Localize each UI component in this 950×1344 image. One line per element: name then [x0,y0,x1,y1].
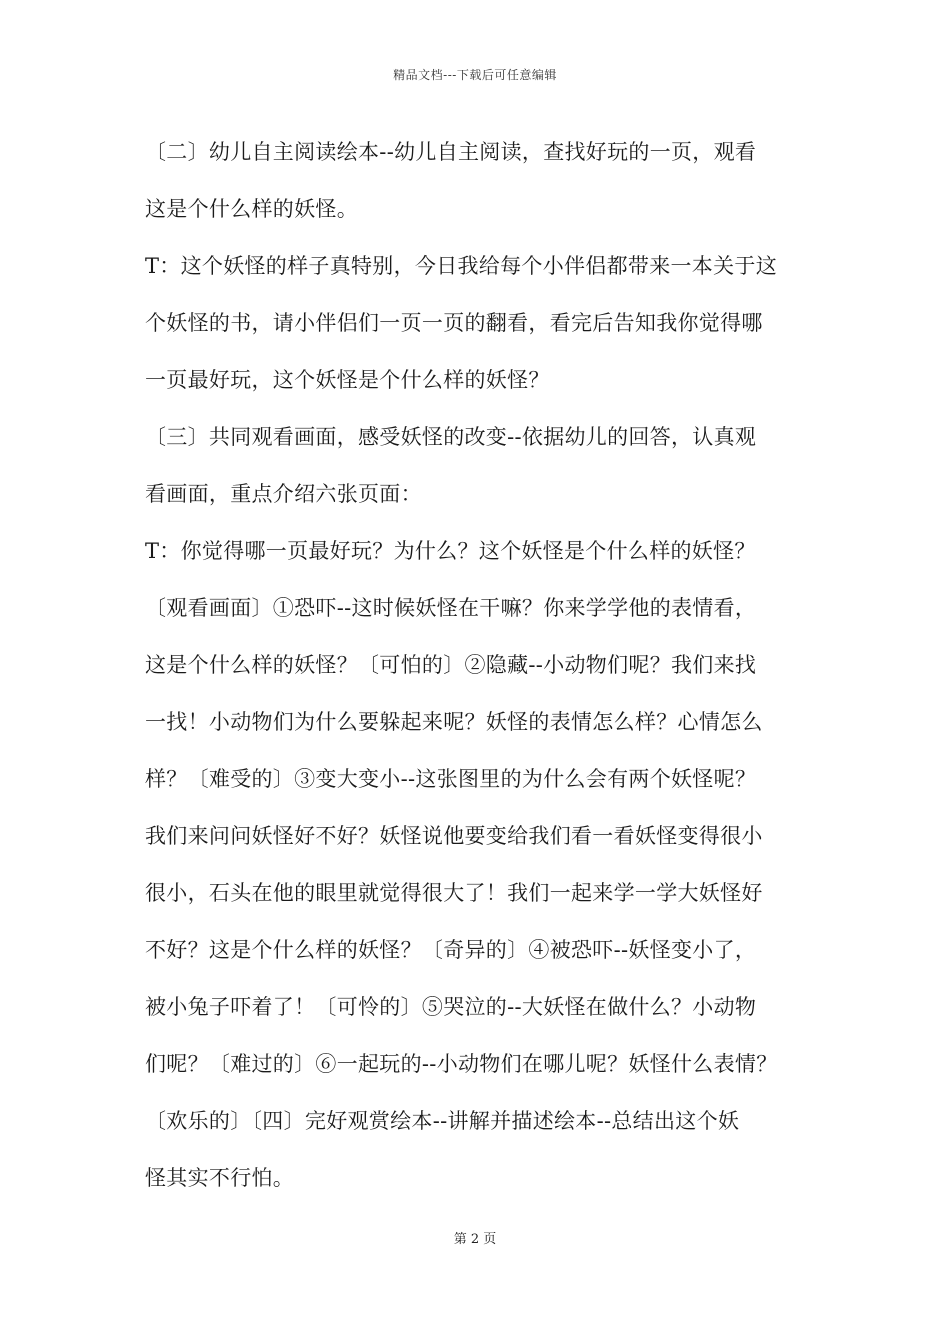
text-line: 很小，石头在他的眼里就觉得很大了！我们一起来学一学大妖怪好 [145,881,763,905]
text-line: 〔欢乐的〕〔四〕完好观赏绘本--讲解并描述绘本--总结出这个妖 [145,1109,740,1133]
text-line: 这是个什么样的妖怪？〔可怕的〕②隐藏--小动物们呢？我们来找 [145,653,757,677]
page-header: 精品文档---下载后可任意编辑 [393,68,557,82]
text-line: 〔观看画面〕①恐吓--这时候妖怪在干嘛？你来学学他的表情看， [145,596,757,620]
text-line: 不好？这是个什么样的妖怪？〔奇异的〕④被恐吓--妖怪变小了， [145,938,757,962]
text-line: 〔三〕共同观看画面，感受妖怪的改变--依据幼儿的回答，认真观 [145,425,757,449]
text-line: 怪其实不行怕。 [145,1166,295,1190]
text-line: 一找！小动物们为什么要躲起来呢？妖怪的表情怎么样？心情怎么 [145,710,763,734]
text-line: 看画面，重点介绍六张页面： [145,482,422,506]
text-line: 个妖怪的书，请小伴侣们一页一页的翻看，看完后告知我你觉得哪 [145,311,763,335]
text-line: T：这个妖怪的样子真特别，今日我给每个小伴侣都带来一本关于这 [145,254,778,278]
text-line: 样？〔难受的〕③变大变小--这张图里的为什么会有两个妖怪呢？ [145,767,757,791]
text-line: 这是个什么样的妖怪。 [145,197,358,221]
page-number: 第 2 页 [453,1232,497,1247]
text-line: T：你觉得哪一页最好玩？为什么？这个妖怪是个什么样的妖怪？ [145,539,756,563]
text-line: 被小兔子吓着了！〔可怜的〕⑤哭泣的--大妖怪在做什么？小动物 [145,995,757,1019]
text-line: 一页最好玩，这个妖怪是个什么样的妖怪？ [145,368,550,392]
document-body [145,128,835,1211]
text-line: 我们来问问妖怪好不好？妖怪说他要变给我们看一看妖怪变得很小 [145,824,763,848]
text-line: 们呢？〔难过的〕⑥一起玩的--小动物们在哪儿呢？妖怪什么表情？ [145,1052,778,1076]
text-line: 〔二〕幼儿自主阅读绘本--幼儿自主阅读，查找好玩的一页，观看 [145,140,757,164]
